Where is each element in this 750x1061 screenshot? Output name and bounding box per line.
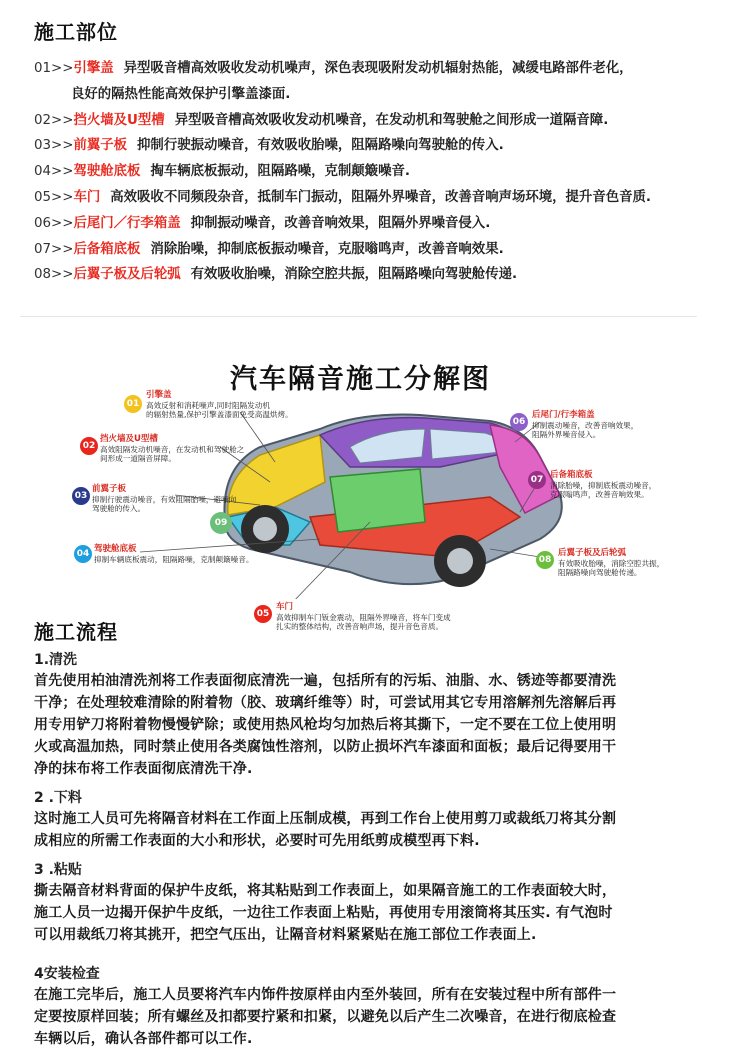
callout-badge: 04	[74, 545, 92, 563]
callout-badge: 07	[528, 471, 546, 489]
callout-floor	[94, 545, 253, 564]
part-num: 03>>	[34, 138, 74, 154]
callout-badge: 03	[72, 487, 90, 505]
part-desc: 异型吸音槽高效吸收发动机噪音，在发动机和驾驶舱之间形成一道隔音障.	[174, 112, 609, 128]
part-desc: 有效吸收胎噪，消除空腔共振，阻隔路噪向驾驶舱传递.	[190, 267, 518, 283]
step-line: 车辆以后，确认各部件都可以工作.	[34, 1031, 253, 1047]
callout-badge: 06	[510, 413, 528, 431]
callout-front-fender	[92, 485, 236, 514]
part-item	[34, 185, 734, 211]
part-desc: 高效吸收不同频段杂音，抵制车门振动，阻隔外界噪音，改善音响声场环境，提升音色音质.	[110, 189, 651, 205]
part-item-cont	[34, 82, 734, 108]
part-num: 05>>	[34, 189, 74, 205]
callout-line: 阻隔外界噪音侵入。	[532, 430, 601, 440]
step-line: 可以用裁纸刀将其挑开，把空气压出，让隔音材料紧紧贴在施工部位工作表面上.	[34, 927, 537, 943]
callout-hood	[146, 391, 293, 420]
step-line: 撕去隔音材料背面的保护牛皮纸，将其粘贴到工作表面上，如果隔音施工的工作表面较大时，	[34, 883, 617, 899]
part-name: 后备箱底板	[73, 241, 141, 257]
step-line: 干净；在处理较难清除的附着物（胶、玻璃纤维等）时，可尝试用其它专用溶解剂先溶解后再	[34, 695, 617, 711]
part-desc: 掏车辆底板振动，阻隔路噪，克制颠簸噪音.	[150, 164, 410, 180]
callout-name: 后翼子板及后轮弧	[558, 548, 627, 558]
part-desc: 抑制振动噪音，改善音响效果，阻隔外界噪音侵入.	[190, 215, 491, 231]
callout-door	[276, 603, 451, 632]
callout-badge: 01	[124, 395, 142, 413]
part-item	[34, 56, 734, 82]
callout-trunk-floor	[550, 471, 656, 500]
part-name: 前翼子板	[73, 138, 128, 154]
callout-line: 扎实的整体结构，改善音响声场，提升音色音质。	[276, 622, 444, 632]
callout-rear-fender	[558, 549, 664, 578]
callout-line: 间形成一道隔音屏障。	[100, 454, 176, 464]
step-line: 首先使用柏油清洗剂将工作表面彻底清洗一遍，包括所有的污垢、油脂、水、锈迹等都要清洗	[34, 673, 617, 689]
step-clean	[34, 650, 734, 780]
part-item	[34, 133, 734, 159]
part-name: 车门	[73, 189, 101, 205]
callout-line: 抑制行驶震动噪音，有效阻隔胎噪，避噪向	[92, 494, 237, 504]
part-item	[34, 211, 734, 237]
step-line: 这时施工人员可先将隔音材料在工作面上压制成模，再到工作台上使用剪刀或裁纸刀将其分割	[34, 811, 617, 827]
callout-line: 驾驶舱的传入。	[92, 504, 146, 514]
callout-badge: 09	[210, 512, 232, 534]
step-install-check	[34, 964, 734, 1050]
callout-name: 引擎盖	[146, 390, 172, 400]
part-num: 07>>	[34, 241, 74, 257]
step-line: 施工人员一边揭开保护牛皮纸，一边往工作表面上粘贴，再使用专用滚筒将其压实. 有气泡时	[34, 905, 613, 921]
step-cut	[34, 788, 734, 852]
callout-name: 车门	[276, 602, 294, 612]
step-heading: 1.清洗	[34, 652, 78, 668]
step-stick	[34, 860, 734, 946]
callout-line: 消除胎噪，抑制底板震动噪音，	[550, 480, 657, 490]
rear-hub	[447, 548, 473, 574]
callout-name: 后尾门/行李箱盖	[532, 410, 595, 420]
part-num: 02>>	[34, 112, 74, 128]
callout-name: 前翼子板	[92, 484, 127, 494]
step-line: 用专用铲刀将附着物慢慢铲除；或使用热风枪均匀加热后将其撕下，一定不要在工位上使用明	[34, 717, 617, 733]
callout-line: 的辐射热量,保护引擎盖漆面免受高温烘烤。	[146, 410, 293, 420]
part-desc: 抑制行驶振动噪音，有效吸收胎噪，阻隔路噪向驾驶舱的传入.	[137, 138, 504, 154]
section-title-process: 施工流程	[34, 620, 118, 644]
callout-line: 高效反射和消耗噪声,同时阻隔发动机	[146, 400, 270, 410]
part-desc-cont: 良好的隔热性能高效保护引擎盖漆面.	[71, 86, 291, 102]
part-num: 01>>	[34, 61, 74, 76]
callout-line: 抑制震动噪音，改善音响效果，	[532, 420, 639, 430]
diagram-title: 汽车隔音施工分解图	[230, 364, 491, 395]
callout-badge: 05	[254, 605, 272, 623]
section-title-parts: 施工部位	[34, 20, 118, 44]
callout-line: 抑制车辆底板震动，阻隔路噪，克制颠簸噪音。	[94, 554, 254, 564]
callout-name: 驾驶舱底板	[94, 544, 137, 554]
part-desc: 异型吸音槽高效吸收发动机噪声，深色表现吸附发动机辐射热能，减缓电路部件老化，	[123, 61, 633, 76]
step-heading: 3 .粘贴	[34, 862, 82, 878]
callout-name: 挡火墙及U型槽	[100, 434, 158, 444]
step-line: 定要按原样回装；所有螺丝及扣都要拧紧和扣紧，以避免以后产生二次噪音，在进行彻底检查	[34, 1009, 617, 1025]
part-name: 挡火墙及U型槽	[73, 112, 165, 128]
part-item	[34, 159, 734, 185]
part-desc: 消除胎噪，抑制底板振动噪音，克服嗡鸣声，改善音响效果.	[150, 241, 504, 257]
callout-badge: 02	[80, 437, 98, 455]
part-name: 后翼子板及后轮弧	[73, 267, 181, 283]
part-num: 08>>	[34, 267, 74, 283]
parts-list	[34, 56, 734, 288]
step-heading: 2 .下料	[34, 790, 82, 806]
part-num: 04>>	[34, 164, 74, 180]
front-hub	[253, 517, 277, 541]
callout-name: 后备箱底板	[550, 470, 593, 480]
step-line: 成相应的所需工作表面的大小和形状，必要时可先用纸剪成模型再下料.	[34, 833, 480, 849]
callout-line: 高效阻隔发动机噪音，在发动机和驾驶舱之	[100, 444, 245, 454]
part-item	[34, 237, 734, 263]
callout-firewall	[100, 435, 244, 464]
callout-tailgate	[532, 411, 638, 440]
door-highlight	[330, 469, 425, 532]
part-name: 引擎盖	[73, 61, 114, 76]
step-line: 火或高温加热，同时禁止使用各类腐蚀性溶剂，以防止损坏汽车漆面和面板；最后记得要用干	[34, 739, 617, 755]
callout-line: 高效抑制车门钣金震动，阻隔外界噪音，将车门变成	[276, 612, 451, 622]
part-item	[34, 108, 734, 134]
callout-line: 有效吸收胎噪，消除空腔共振，	[558, 558, 665, 568]
step-heading: 4安装检查	[34, 966, 100, 982]
part-num: 06>>	[34, 215, 74, 231]
callout-badge: 08	[536, 551, 554, 569]
step-line: 在施工完毕后，施工人员要将汽车内饰件按原样由内至外装回，所有在安装过程中所有部件一	[34, 987, 617, 1003]
part-name: 后尾门／行李箱盖	[73, 215, 181, 231]
callout-line: 克服嗡鸣声，改善音响效果。	[550, 490, 649, 500]
step-line: 净的抹布将工作表面彻底清洗干净.	[34, 761, 253, 777]
callout-line: 阻隔路噪向驾驶舱传递。	[558, 568, 642, 578]
part-item	[34, 262, 734, 288]
part-name: 驾驶舱底板	[73, 164, 141, 180]
